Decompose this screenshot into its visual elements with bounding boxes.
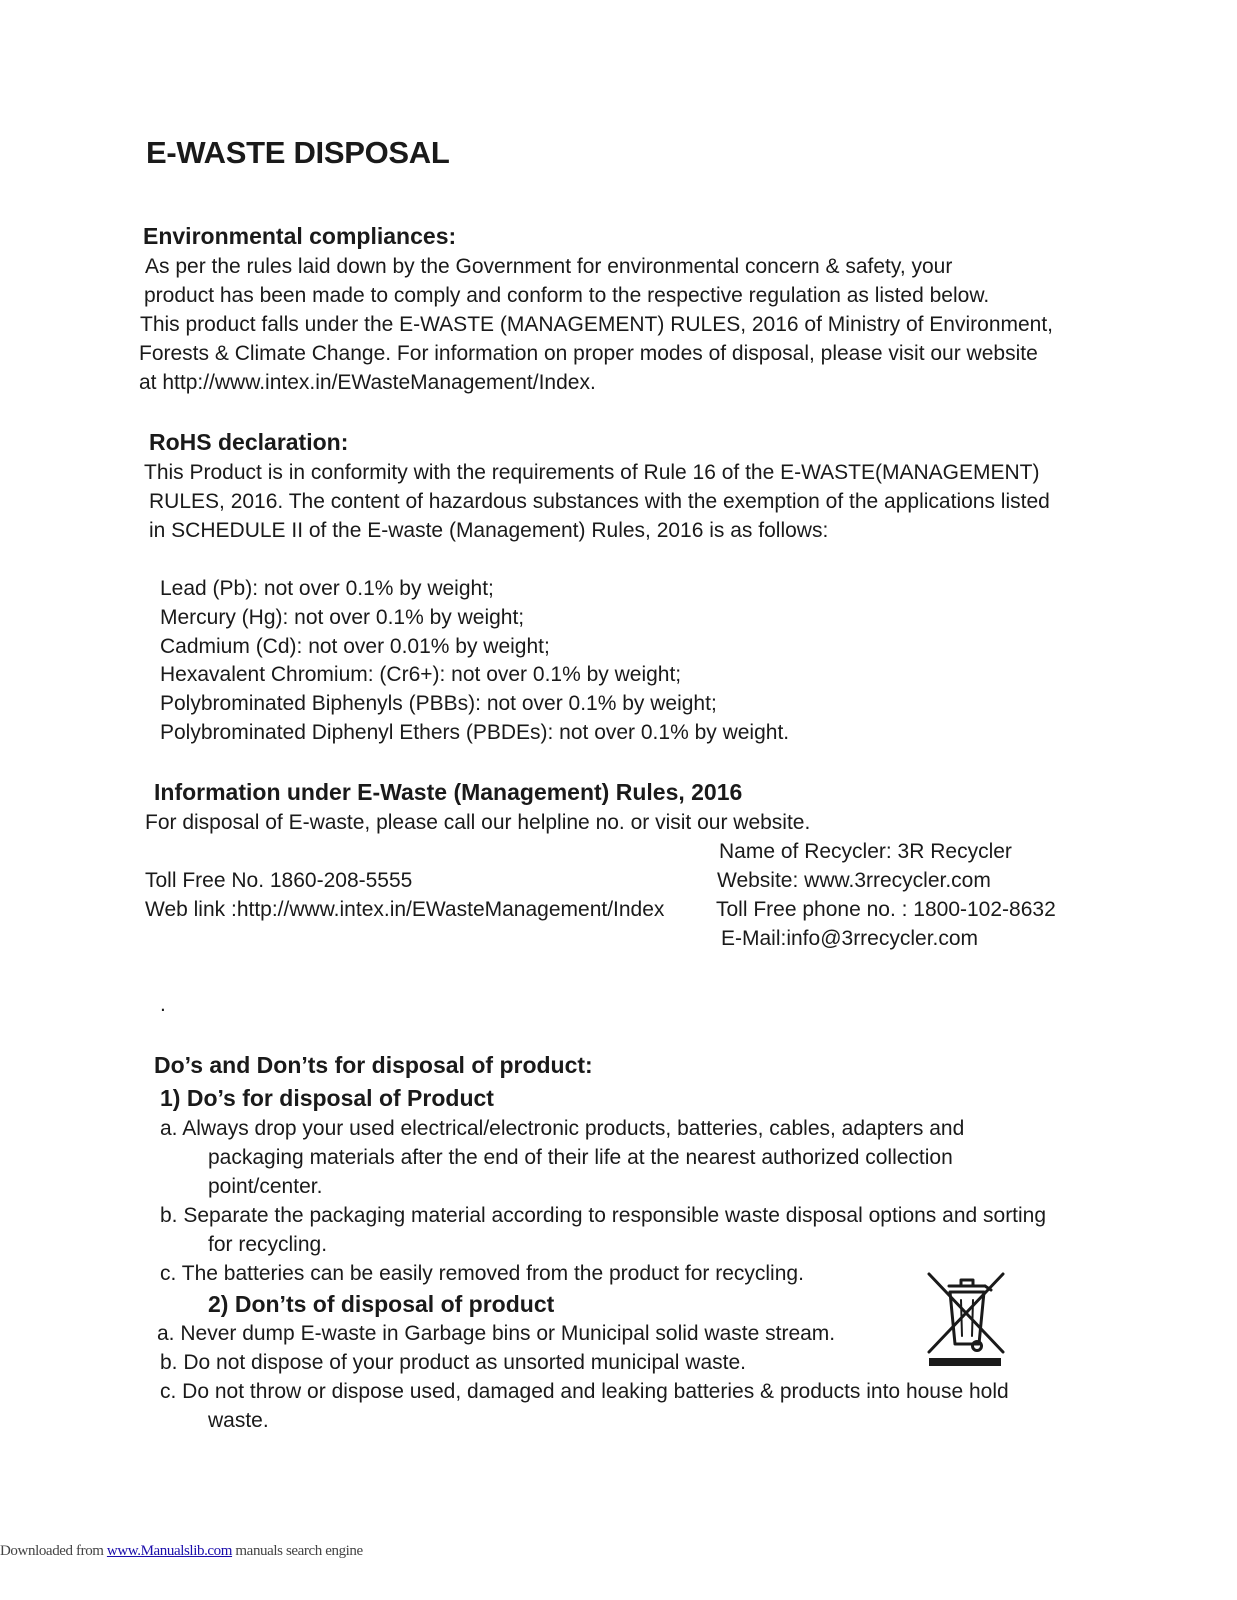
dos-item-continuation: point/center. bbox=[208, 1175, 323, 1198]
rohs-line: This Product is in conformity with the requirements of Rule 16 of the E-WASTE(MANAGEMENT) bbox=[144, 461, 1040, 484]
info-heading: Information under E-Waste (Management) Rules, 2016 bbox=[154, 779, 743, 805]
rohs-line: in SCHEDULE II of the E-waste (Management) Rules, 2016 is as follows: bbox=[149, 519, 829, 542]
substance-item: Mercury (Hg): not over 0.1% by weight; bbox=[160, 606, 525, 629]
donts-heading: 2) Don’ts of disposal of product bbox=[208, 1291, 555, 1317]
crossed-out-wheelie-bin-icon bbox=[925, 1270, 1009, 1368]
info-intro: For disposal of E-waste, please call our helpline no. or visit our website. bbox=[145, 811, 811, 834]
rohs-line: RULES, 2016. The content of hazardous substances with the exemption of the applications listed bbox=[149, 490, 1050, 513]
environmental-line: product has been made to comply and conform to the respective regulation as listed below. bbox=[144, 284, 990, 307]
dos-item-continuation: for recycling. bbox=[208, 1233, 328, 1256]
dos-donts-heading: Do’s and Don’ts for disposal of product: bbox=[154, 1052, 593, 1078]
substance-item: Polybrominated Biphenyls (PBBs): not over 0.1% by weight; bbox=[160, 692, 717, 715]
dos-heading: 1) Do’s for disposal of Product bbox=[160, 1085, 494, 1111]
substance-item: Hexavalent Chromium: (Cr6+): not over 0.1% by weight; bbox=[160, 663, 682, 686]
substance-item: Cadmium (Cd): not over 0.01% by weight; bbox=[160, 635, 550, 658]
substance-item: Lead (Pb): not over 0.1% by weight; bbox=[160, 577, 494, 600]
dos-item: b. Separate the packaging material according to responsible waste disposal options and sorting bbox=[160, 1204, 1047, 1227]
toll-free-number: Toll Free No. 1860-208-5555 bbox=[145, 869, 413, 892]
donts-item-continuation: waste. bbox=[208, 1409, 269, 1432]
environmental-line: As per the rules laid down by the Government for environmental concern & safety, your bbox=[145, 255, 953, 278]
environmental-line: This product falls under the E-WASTE (MANAGEMENT) RULES, 2016 of Ministry of Environment, bbox=[140, 313, 1054, 336]
dos-item-continuation: packaging materials after the end of their life at the nearest authorized collection bbox=[208, 1146, 953, 1169]
stray-dot: . bbox=[160, 993, 166, 1016]
manualslib-link[interactable]: www.Manualslib.com bbox=[106, 1543, 233, 1559]
recycler-name: Name of Recycler: 3R Recycler bbox=[719, 840, 1012, 863]
recycler-website: Website: www.3rrecycler.com bbox=[717, 869, 991, 892]
environmental-line: Forests & Climate Change. For information on proper modes of disposal, please visit our website bbox=[139, 342, 1038, 365]
donts-item: c. Do not throw or dispose used, damaged and leaking batteries & products into house hold bbox=[160, 1380, 1009, 1403]
recycler-phone: Toll Free phone no. : 1800-102-8632 bbox=[716, 898, 1056, 921]
dos-item: c. The batteries can be easily removed from the product for recycling. bbox=[160, 1262, 804, 1285]
page-title: E-WASTE DISPOSAL bbox=[146, 135, 450, 170]
rohs-heading: RoHS declaration: bbox=[149, 429, 349, 455]
substance-item: Polybrominated Diphenyl Ethers (PBDEs): not over 0.1% by weight. bbox=[160, 721, 790, 744]
footer-suffix: manuals search engine bbox=[232, 1543, 363, 1559]
recycler-email: E-Mail:info@3rrecycler.com bbox=[721, 927, 979, 950]
footer bbox=[0, 1543, 363, 1560]
environmental-heading: Environmental compliances: bbox=[143, 223, 457, 249]
donts-item: a. Never dump E-waste in Garbage bins or Municipal solid waste stream. bbox=[157, 1322, 836, 1345]
footer-prefix: Downloaded from bbox=[0, 1543, 107, 1559]
web-link: Web link :http://www.intex.in/EWasteManagement/Index bbox=[145, 898, 665, 921]
donts-item: b. Do not dispose of your product as unsorted municipal waste. bbox=[160, 1351, 746, 1374]
environmental-line: at http://www.intex.in/EWasteManagement/Index. bbox=[139, 371, 596, 394]
dos-item: a. Always drop your used electrical/electronic products, batteries, cables, adapters and bbox=[160, 1117, 965, 1140]
